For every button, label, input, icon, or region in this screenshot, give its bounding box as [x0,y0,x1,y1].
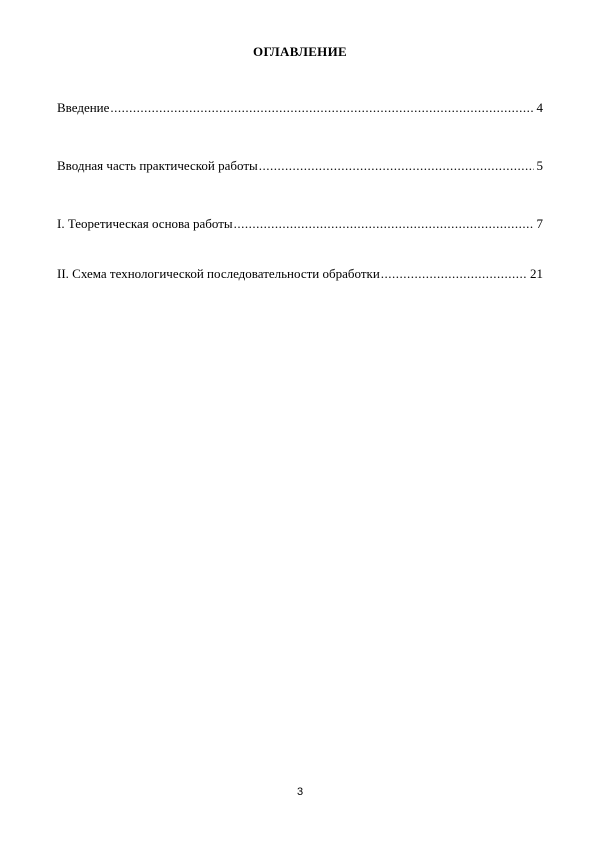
dot-leader [234,216,534,232]
dot-leader [381,266,527,282]
toc-entry-theoretical-basis[interactable] [57,216,543,232]
toc-entry-label: Вводная часть практической работы [57,158,258,173]
toc-entry-page-number: 21 [530,266,543,281]
toc-entry-page-number: 5 [536,158,543,173]
dot-leader [110,100,533,116]
toc-entry-introductory-part[interactable] [57,158,543,174]
toc-entry-label: II. Схема технологической последовательности обработки [57,266,380,281]
dot-leader [259,158,534,174]
toc-entry-label: Введение [57,100,110,115]
toc-entry-processing-scheme[interactable] [57,266,543,282]
toc-entry-page-number: 4 [536,100,543,115]
toc-entry-label: I. Теоретическая основа работы [57,216,233,231]
toc-entry-page-number: 7 [536,216,543,231]
page-title: ОГЛАВЛЕНИЕ [253,44,347,59]
page-number: 3 [296,786,304,798]
toc-entry-introduction[interactable] [57,100,543,116]
